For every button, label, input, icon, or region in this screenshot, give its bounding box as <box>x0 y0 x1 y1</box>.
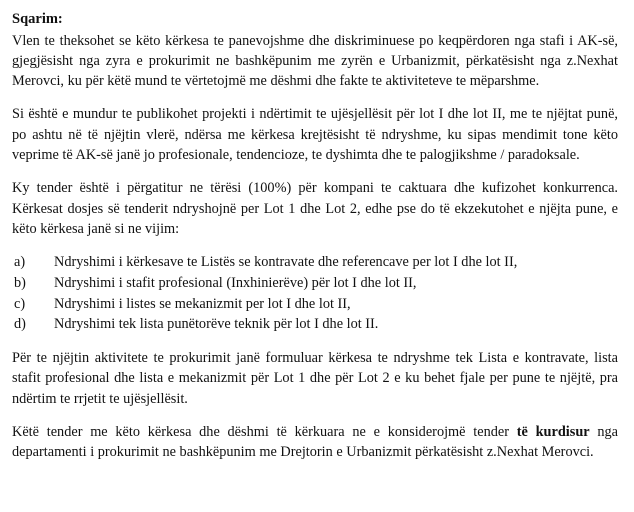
requirements-list <box>12 252 618 335</box>
list-item <box>12 273 618 294</box>
final-text-emphasis: të kurdisur <box>516 424 590 440</box>
final-text-after: nga departamenti i prokurimit ne bashkëpunim me Drejtorin e Urbanizmit përkatësisht z.Nexhat Merovci. <box>12 424 619 461</box>
list-item <box>12 294 618 315</box>
list-item <box>12 252 618 273</box>
list-item-label: Ndryshimi i stafit profesional (Inxhinierëve) për lot I dhe lot II, <box>54 274 417 291</box>
list-item <box>12 314 618 335</box>
page-title: Sqarim: <box>12 11 63 27</box>
paragraph-2: Si është e mundur te publikohet projekti i ndërtimit te ujësjellësit për lot I dhe lot II, me te njëjtat punë, po ashtu në të njëjtin vlerë, ndërsa me kërkesa krejtësisht të ndryshme, ku sipas mendimit tone këto veprime të AK-së janë jo profesionale, tendencioze, te dyshimta dhe te palogjikshme / paradoksale. <box>12 106 618 164</box>
list-item-marker: b) <box>14 274 26 291</box>
list-item-marker: d) <box>14 316 26 333</box>
list-item-label: Ndryshimi i listes se mekanizmit per lot I dhe lot II, <box>54 295 351 312</box>
paragraph-1: Vlen te theksohet se këto kërkesa te panevojshme dhe diskriminuese po keqpërdoren nga stafi i AK-së, gjegjësisht nga zyra e prokurimit ne bashkëpunim me zyrën e Urbanizmit, përkatësisht nga z.Nexhat Merovci, ku për këtë mund te vërtetojmë me dëshmi dhe fakte te aktiviteteve te mëparshme. <box>12 32 618 90</box>
paragraph-5 <box>12 422 618 463</box>
list-item-label: Ndryshimi tek lista punëtorëve teknik për lot I dhe lot II. <box>54 316 379 333</box>
final-text-before: Këtë tender me këto kërkesa dhe dëshmi të kërkuara ne e konsiderojmë tender <box>12 424 517 440</box>
list-item-label: Ndryshimi i kërkesave te Listës se kontravate dhe referencave per lot I dhe lot II, <box>54 254 518 271</box>
paragraph-3: Ky tender është i përgatitur ne tërësi (100%) për kompani te caktuara dhe kufizohet konkurrenca. Kërkesat dosjes së tenderit ndryshojnë per Lot 1 dhe Lot 2, edhe pse do të ekzekutohet e njëjta pune, e këto kërkesa janë si ne vijim: <box>12 180 618 237</box>
list-item-marker: a) <box>14 254 26 271</box>
list-item-marker: c) <box>14 295 26 312</box>
paragraph-4: Për te njëjtin aktivitete te prokurimit janë formuluar kërkesa te ndryshme tek Lista e kontravate, lista stafit profesional dhe lista e mekanizmit për Lot 1 dhe për Lot 2 e ku behet fjale per pune te njëjtë, pra ndërtim te rrjetit te ujësjellësit. <box>12 350 618 407</box>
